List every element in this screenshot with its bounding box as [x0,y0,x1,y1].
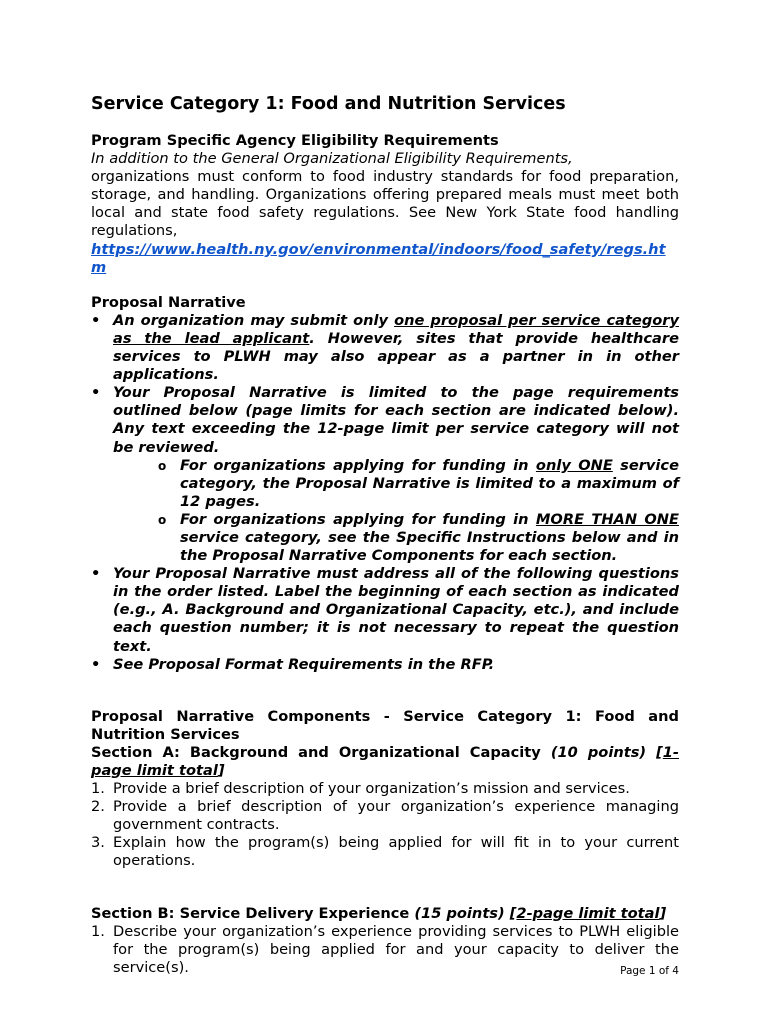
spacer [91,277,679,294]
question-number: 1. [91,780,105,798]
section-a-question-3 [91,834,679,870]
question-number: 1. [91,922,105,940]
bullet-1-emphasis: one proposal per service category as the lead applicant [113,311,679,347]
section-b-bracket-close: ] [659,904,667,922]
narrative-bullet-3: • Your Proposal Narrative must address all of the following questions in the order listed. Label the beginning of each section as indicated (e.g., A. Background and Organizational Capacity, etc.), and include each question number; it is not necessary to repeat the question text. [91,565,679,655]
food-safety-regulations-link[interactable]: https://www.health.ny.gov/environmental/indoors/food_safety/regs.htm [91,240,666,276]
eligibility-link-para [91,241,679,277]
components-heading: Proposal Narrative Components - Service Category 1: Food and Nutrition Services [91,707,679,743]
question-number: 2. [91,798,105,816]
eligibility-heading: Program Specific Agency Eligibility Requirements [91,132,499,149]
narrative-bullet-4: • See Proposal Format Requirements in the RFP. [91,656,679,674]
bullet-2-text: Your Proposal Narrative is limited to the page requirements outlined below (page limits for each section are indicated below). Any text exceeding the 12-page limit per service category will not be reviewed. [113,384,679,456]
subbullet-2-text: For organizations applying for funding in [180,510,536,528]
section-a-page-limit: 1-page limit total [91,743,679,779]
page-content [91,92,679,977]
question-text: Describe your organization’s experience providing services to PLWH eligible for the program(s) being applied for and your capacity to deliver the service(s). [113,922,679,976]
spacer [91,674,679,708]
section-a-questions [91,780,679,870]
section-a-question-2 [91,798,679,834]
narrative-bullet-list [91,312,679,674]
section-b-title: Section B: Service Delivery Experience [91,904,415,922]
section-b-heading [91,905,679,923]
narrative-heading: Proposal Narrative [91,293,246,311]
subbullet-2-text-end: service category, see the Specific Instructions below and in the Proposal Narrative Components for each section. [180,528,679,565]
section-b-page-limit: 2-page limit total [516,904,660,922]
question-text: Explain how the program(s) being applied for will fit in to your current operations. [113,834,679,870]
subbullet-1-underline: only ONE [535,456,613,474]
section-a-bracket-open: [ [646,743,663,761]
question-text: Provide a brief description of your organization’s experience managing government contracts. [113,798,679,834]
section-b-bracket-open: [ [504,904,517,922]
spacer [91,871,679,905]
narrative-sublist [113,457,679,566]
narrative-subbullet-2 [158,511,679,565]
bullet-1-text-end: . However, sites that provide healthcare services to PLWH may also appear as a partner in in other applications. [113,329,679,384]
bullet-1-text: An organization may submit only [113,311,395,329]
section-a-points: (10 points) [550,743,647,761]
section-b-points: (15 points) [414,904,505,922]
section-a-title: Section A: Background and Organizational Capacity [91,743,551,761]
page-number: Page 1 of 4 [620,965,679,977]
section-a-bracket-close: ] [217,762,225,779]
section-a-question-1 [91,780,679,798]
narrative-bullet-2 [91,384,679,565]
page-title: Service Category 1: Food and Nutrition Services [91,94,566,114]
section-b-questions [91,923,679,977]
question-number: 3. [91,834,105,852]
eligibility-intro [91,150,679,168]
section-b-question-1 [91,923,679,977]
subbullet-1-text-end: service category, the Proposal Narrative is limited to a maximum of 12 pages. [180,456,679,510]
subbullet-1-text: For organizations applying for funding in [180,456,536,474]
narrative-bullet-1 [91,312,679,384]
eligibility-intro-italic: In addition to the General Organizational Eligibility Requirements, [91,150,573,168]
question-text: Provide a brief description of your organization’s mission and services. [113,780,630,798]
narrative-subbullet-1 [158,457,679,511]
subbullet-2-underline: MORE THAN ONE [535,510,679,528]
section-a-heading [91,744,679,780]
eligibility-body: organizations must conform to food industry standards for food preparation, storage, and handling. Organizations offering prepared meals must meet both local and state food safety regulations. See New York State food handling regulations, [91,168,679,240]
